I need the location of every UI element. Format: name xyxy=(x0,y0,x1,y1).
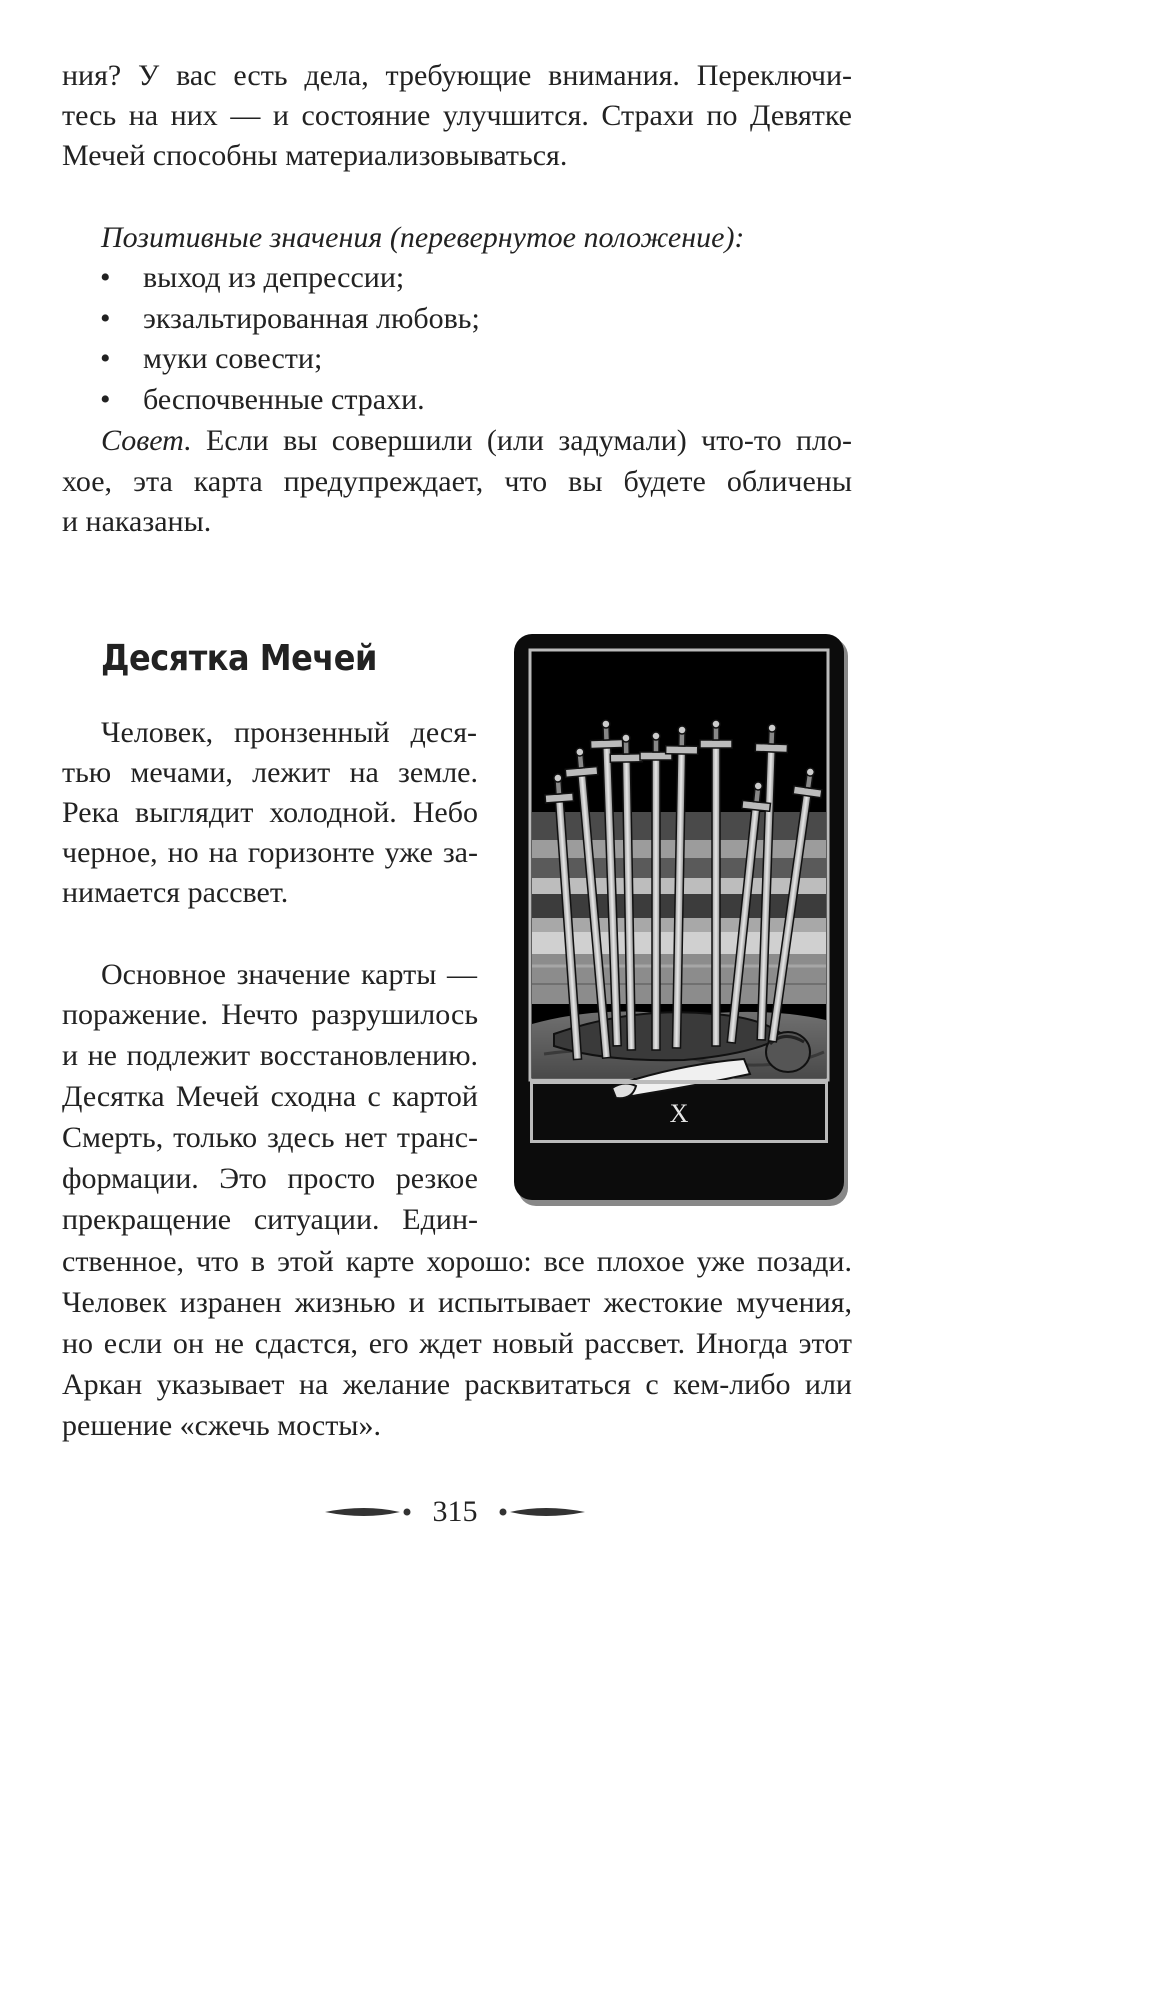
advice-line-1 xyxy=(101,421,852,461)
page-number: 315 xyxy=(432,1495,478,1528)
advice-line-2: хое, эта карта предупреждает, что вы будете обличены xyxy=(62,465,852,498)
advice-line-3: и наказаны. xyxy=(62,505,212,538)
bullet-dot: • xyxy=(100,302,111,335)
meaning-line-2: поражение. Нечто разрушилось xyxy=(62,998,478,1031)
meaning-line-7: прекращение ситуации. Един- xyxy=(62,1203,478,1236)
description-line-3: Река выглядит холодной. Небо xyxy=(62,796,478,829)
bullet-item: экзальтированная любовь; xyxy=(143,302,480,335)
bullet-item: муки совести; xyxy=(143,342,323,375)
meaning-full-line-3: но если он не сдастся, его ждет новый рассвет. Иногда этот xyxy=(62,1327,852,1360)
meaning-full-line-5: решение «сжечь мосты». xyxy=(62,1409,381,1442)
bullet-dot: • xyxy=(100,261,111,294)
description-line-4: черное, но на горизонте уже за- xyxy=(62,836,478,869)
bullet-dot: • xyxy=(100,342,111,375)
meaning-full-line-1: ственное, что в этой карте хорошо: все плохое уже позади. xyxy=(62,1245,852,1278)
ten-of-swords-illustration-icon xyxy=(514,634,850,1208)
right-dot-icon xyxy=(500,1509,507,1516)
tarot-card xyxy=(514,634,850,1208)
meaning-line-3: и не подлежит восстановлению. xyxy=(62,1039,478,1072)
meaning-line-1: Основное значение карты — xyxy=(101,958,477,991)
description-line-2: тью мечами, лежит на земле. xyxy=(62,756,478,789)
description-line-1: Человек, пронзенный деся- xyxy=(101,716,477,749)
top-paragraph-line-1: ния? У вас есть дела, требующие внимания. Переключи- xyxy=(62,59,852,92)
bullet-item: беспочвенные страхи. xyxy=(143,383,425,416)
card-numeral: X xyxy=(669,1099,689,1128)
right-flourish-icon xyxy=(510,1508,585,1516)
meaning-line-6: формации. Это просто резкое xyxy=(62,1162,478,1195)
meaning-full-line-2: Человек изранен жизнью и испытывает жестокие мучения, xyxy=(62,1286,852,1319)
meaning-line-5: Смерть, только здесь нет транс- xyxy=(62,1121,478,1154)
left-dot-icon xyxy=(404,1509,411,1516)
meaning-line-4: Десятка Мечей сходна с картой xyxy=(62,1080,478,1113)
positive-meanings-heading: Позитивные значения (перевернутое положение): xyxy=(101,221,745,254)
advice-text: Если вы совершили (или задумали) что-то пло- xyxy=(191,424,852,457)
bullet-dot: • xyxy=(100,383,111,416)
left-flourish-icon xyxy=(325,1508,400,1516)
bullet-item: выход из депрессии; xyxy=(143,261,405,294)
meaning-full-line-4: Аркан указывает на желание расквитаться с кем-либо или xyxy=(62,1368,852,1401)
top-paragraph-line-2: тесь на них — и состояние улучшится. Страхи по Девятке xyxy=(62,99,852,132)
description-line-5: нимается рассвет. xyxy=(62,876,289,909)
advice-label: Совет. xyxy=(101,424,192,457)
top-paragraph-line-3: Мечей способны материализовываться. xyxy=(62,139,568,172)
section-title: Десятка Мечей xyxy=(101,637,377,679)
